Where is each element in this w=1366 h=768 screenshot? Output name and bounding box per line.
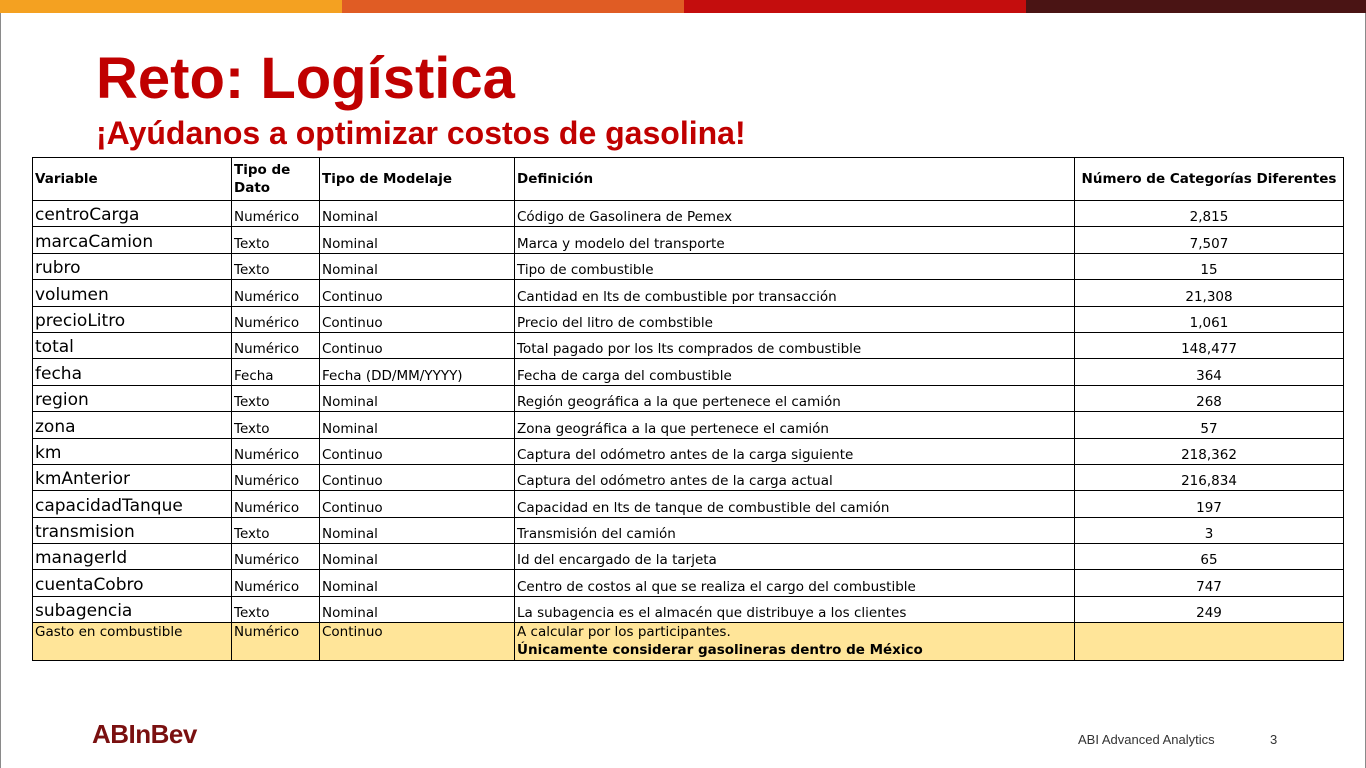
cell-definicion: Precio del litro de combstible	[515, 306, 1075, 332]
definition-note: A calcular por los participantes.	[517, 624, 731, 641]
cell-definicion: Captura del odómetro antes de la carga siguiente	[515, 438, 1075, 464]
slide-subtitle: ¡Ayúdanos a optimizar costos de gasolina!	[96, 115, 746, 151]
cell-definicion	[515, 623, 1075, 661]
table-row	[33, 464, 1344, 490]
cell-variable: centroCarga	[33, 201, 232, 227]
abinbev-logo: ABInBev	[92, 719, 197, 749]
cell-variable: fecha	[33, 359, 232, 385]
header-tipo-modelaje: Tipo de Modelaje	[320, 158, 515, 201]
cell-num-categorias	[1075, 623, 1344, 661]
cell-tipo-modelaje: Continuo	[320, 491, 515, 517]
cell-num-categorias: 7,507	[1075, 227, 1344, 253]
header-num-categorias: Número de Categorías Diferentes	[1075, 158, 1344, 201]
table-row	[33, 385, 1344, 411]
cell-variable: kmAnterior	[33, 464, 232, 490]
header-tipo-dato: Tipo de Dato	[232, 158, 320, 201]
cell-tipo-dato: Texto	[232, 596, 320, 622]
cell-tipo-modelaje: Nominal	[320, 544, 515, 570]
cell-num-categorias: 747	[1075, 570, 1344, 596]
table-row	[33, 517, 1344, 543]
cell-definicion: Capacidad en lts de tanque de combustible del camión	[515, 491, 1075, 517]
cell-tipo-dato: Numérico	[232, 491, 320, 517]
footer-label: ABI Advanced Analytics	[1078, 732, 1215, 747]
color-band-maroon	[1026, 0, 1366, 13]
cell-num-categorias: 3	[1075, 517, 1344, 543]
cell-num-categorias: 21,308	[1075, 280, 1344, 306]
cell-variable: region	[33, 385, 232, 411]
color-band-dark-orange	[342, 0, 684, 13]
cell-variable: km	[33, 438, 232, 464]
cell-tipo-dato: Numérico	[232, 280, 320, 306]
cell-tipo-dato: Texto	[232, 412, 320, 438]
cell-tipo-dato: Texto	[232, 517, 320, 543]
table-body	[33, 201, 1344, 661]
cell-definicion: Total pagado por los lts comprados de combustible	[515, 332, 1075, 358]
table-row	[33, 359, 1344, 385]
cell-variable: rubro	[33, 253, 232, 279]
cell-tipo-dato: Numérico	[232, 464, 320, 490]
cell-definicion: Zona geográfica a la que pertenece el camión	[515, 412, 1075, 438]
cell-tipo-dato: Texto	[232, 227, 320, 253]
table-row	[33, 201, 1344, 227]
cell-variable: volumen	[33, 280, 232, 306]
cell-definicion: Región geográfica a la que pertenece el camión	[515, 385, 1075, 411]
cell-tipo-modelaje: Continuo	[320, 438, 515, 464]
cell-tipo-modelaje: Nominal	[320, 412, 515, 438]
cell-definicion: La subagencia es el almacén que distribuye a los clientes	[515, 596, 1075, 622]
table-header-row	[33, 158, 1344, 201]
cell-num-categorias: 2,815	[1075, 201, 1344, 227]
cell-variable: precioLitro	[33, 306, 232, 332]
cell-variable: Gasto en combustible	[33, 623, 232, 661]
cell-tipo-modelaje: Continuo	[320, 306, 515, 332]
cell-num-categorias: 57	[1075, 412, 1344, 438]
table-row	[33, 227, 1344, 253]
cell-tipo-dato: Numérico	[232, 570, 320, 596]
variables-table	[32, 157, 1344, 661]
cell-tipo-dato: Fecha	[232, 359, 320, 385]
cell-tipo-modelaje: Continuo	[320, 623, 515, 661]
cell-tipo-dato: Numérico	[232, 438, 320, 464]
cell-tipo-dato: Numérico	[232, 544, 320, 570]
table-row-target	[33, 623, 1344, 661]
cell-num-categorias: 364	[1075, 359, 1344, 385]
cell-variable: marcaCamion	[33, 227, 232, 253]
cell-num-categorias: 65	[1075, 544, 1344, 570]
cell-tipo-modelaje: Fecha (DD/MM/YYYY)	[320, 359, 515, 385]
cell-variable: capacidadTanque	[33, 491, 232, 517]
definition-note-bold: Únicamente considerar gasolineras dentro de México	[517, 642, 923, 659]
table-row	[33, 570, 1344, 596]
cell-definicion: Fecha de carga del combustible	[515, 359, 1075, 385]
cell-definicion: Captura del odómetro antes de la carga actual	[515, 464, 1075, 490]
cell-variable: zona	[33, 412, 232, 438]
cell-tipo-modelaje: Nominal	[320, 596, 515, 622]
table-row	[33, 491, 1344, 517]
cell-num-categorias: 197	[1075, 491, 1344, 517]
cell-tipo-modelaje: Continuo	[320, 464, 515, 490]
cell-definicion: Código de Gasolinera de Pemex	[515, 201, 1075, 227]
cell-definicion: Id del encargado de la tarjeta	[515, 544, 1075, 570]
slide-title: Reto: Logística	[96, 46, 515, 111]
table-row	[33, 306, 1344, 332]
table-row	[33, 280, 1344, 306]
cell-num-categorias: 218,362	[1075, 438, 1344, 464]
cell-variable: total	[33, 332, 232, 358]
cell-definicion: Centro de costos al que se realiza el cargo del combustible	[515, 570, 1075, 596]
slide-left-border	[0, 0, 1, 768]
table-row	[33, 332, 1344, 358]
header-definicion: Definición	[515, 158, 1075, 201]
cell-tipo-modelaje: Nominal	[320, 517, 515, 543]
cell-tipo-dato: Numérico	[232, 201, 320, 227]
cell-num-categorias: 216,834	[1075, 464, 1344, 490]
color-band-red	[684, 0, 1026, 13]
cell-tipo-dato: Numérico	[232, 623, 320, 661]
cell-tipo-modelaje: Nominal	[320, 201, 515, 227]
cell-num-categorias: 148,477	[1075, 332, 1344, 358]
cell-tipo-modelaje: Nominal	[320, 253, 515, 279]
page-number: 3	[1270, 732, 1278, 747]
cell-num-categorias: 1,061	[1075, 306, 1344, 332]
cell-tipo-dato: Numérico	[232, 306, 320, 332]
cell-tipo-modelaje: Continuo	[320, 332, 515, 358]
table-row	[33, 596, 1344, 622]
cell-definicion: Cantidad en lts de combustible por transacción	[515, 280, 1075, 306]
table-row	[33, 253, 1344, 279]
cell-variable: cuentaCobro	[33, 570, 232, 596]
color-band	[0, 0, 1366, 13]
cell-tipo-modelaje: Continuo	[320, 280, 515, 306]
cell-tipo-modelaje: Nominal	[320, 570, 515, 596]
table-row	[33, 438, 1344, 464]
cell-variable: transmision	[33, 517, 232, 543]
cell-variable: subagencia	[33, 596, 232, 622]
cell-tipo-dato: Numérico	[232, 332, 320, 358]
color-band-orange	[0, 0, 342, 13]
cell-tipo-dato: Texto	[232, 385, 320, 411]
table-row	[33, 544, 1344, 570]
cell-tipo-modelaje: Nominal	[320, 227, 515, 253]
header-variable: Variable	[33, 158, 232, 201]
cell-tipo-dato: Texto	[232, 253, 320, 279]
cell-definicion: Transmisión del camión	[515, 517, 1075, 543]
table-row	[33, 412, 1344, 438]
cell-tipo-modelaje: Nominal	[320, 385, 515, 411]
cell-definicion: Marca y modelo del transporte	[515, 227, 1075, 253]
cell-variable: managerId	[33, 544, 232, 570]
cell-num-categorias: 249	[1075, 596, 1344, 622]
cell-num-categorias: 268	[1075, 385, 1344, 411]
cell-num-categorias: 15	[1075, 253, 1344, 279]
cell-definicion: Tipo de combustible	[515, 253, 1075, 279]
